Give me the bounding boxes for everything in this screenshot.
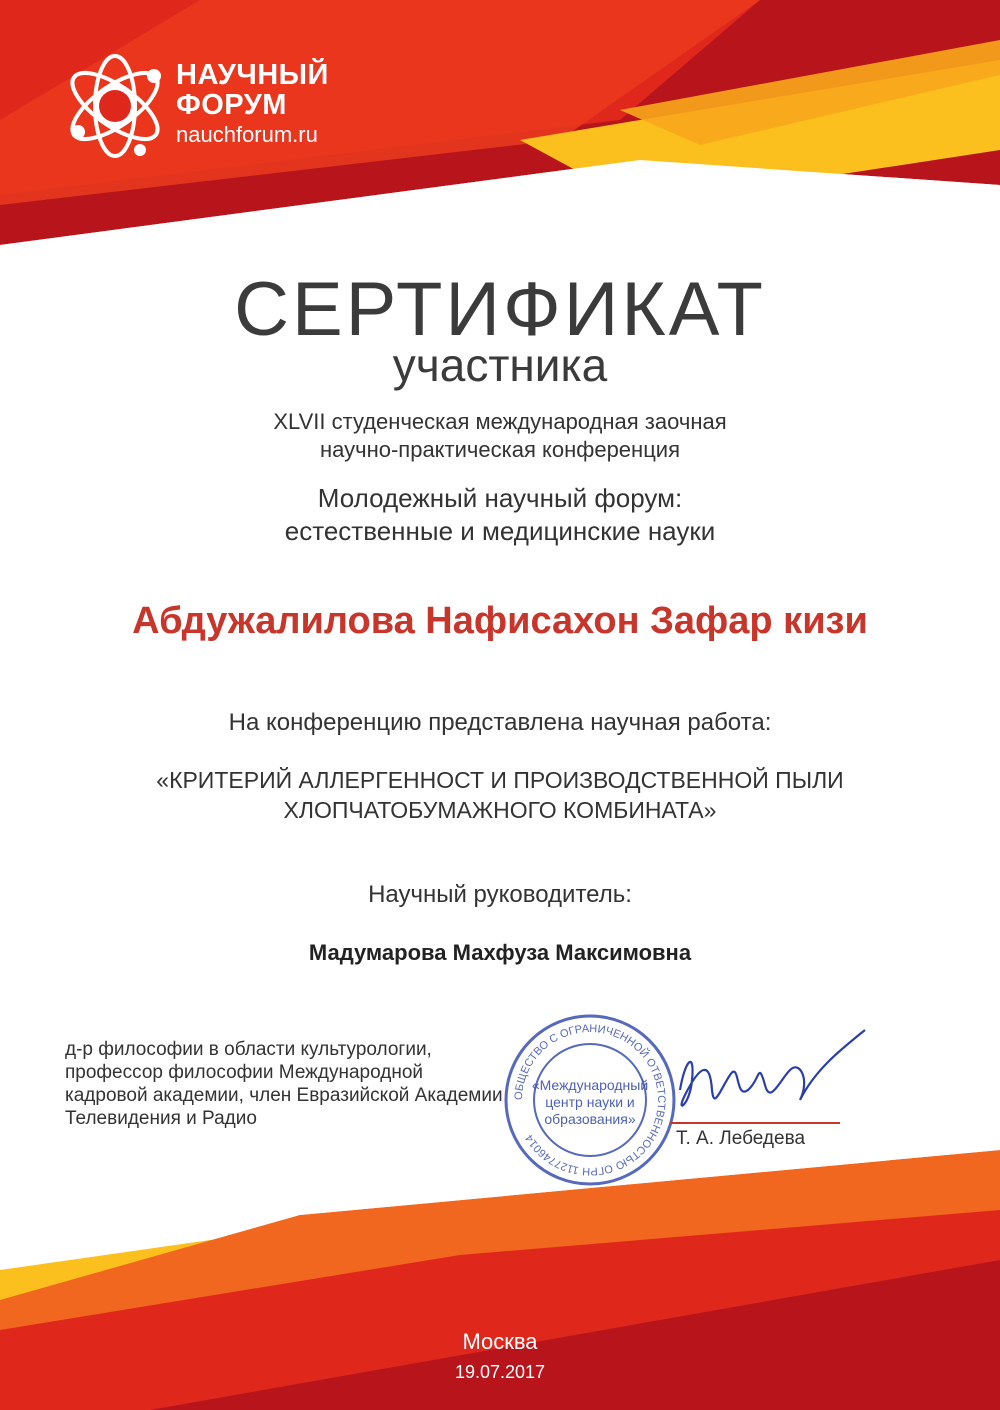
- signatory-description-line: д-р философии в области культурологии,: [65, 1039, 432, 1060]
- atom-logo-icon: [60, 48, 170, 163]
- conference-line-1: XLVII студенческая международная заочная: [273, 409, 727, 434]
- supervisor-name: Мадумарова Махфуза Максимовна: [308, 940, 692, 965]
- participant-name: Абдужалилова Нафисахон Зафар кизи: [132, 600, 868, 642]
- stamp-center-line-1: «Международный: [531, 1077, 649, 1093]
- certificate-subtitle: участника: [392, 339, 608, 391]
- footer-city: Москва: [462, 1329, 538, 1354]
- certificate-title: СЕРТИФИКАТ: [234, 267, 766, 352]
- work-title-line-1: «КРИТЕРИЙ АЛЛЕРГЕННОСТ И ПРОИЗВОДСТВЕННОЙ ПЫЛИ: [156, 767, 844, 793]
- signatory-description-line: профессор философии Международной: [65, 1062, 424, 1083]
- forum-line-1: Молодежный научный форум:: [317, 483, 683, 513]
- footer-date: 19.07.2017: [454, 1362, 546, 1382]
- signatory-description-line: Телевидения и Радио: [65, 1108, 257, 1129]
- signatory-description-line: кадровой академии, член Евразийской Академии: [65, 1085, 503, 1106]
- logo-title-line1: НАУЧНЫЙ: [176, 59, 329, 91]
- signatory-name: Т. А. Лебедева: [676, 1128, 806, 1149]
- work-intro: На конференцию представлена научная работа:: [228, 709, 772, 736]
- forum-line-2: естественные и медицинские науки: [284, 516, 716, 546]
- handwritten-signature: [640, 1020, 880, 1140]
- conference-line-2: научно-практическая конференция: [319, 437, 680, 462]
- supervisor-label: Научный руководитель:: [368, 881, 632, 908]
- stamp-center-line-2: центр науки и: [545, 1094, 635, 1110]
- stamp-center-line-3: образования»: [544, 1111, 636, 1127]
- work-title-line-2: ХЛОПЧАТОБУМАЖНОГО КОМБИНАТА»: [283, 797, 717, 823]
- logo-text: [176, 60, 329, 150]
- logo-title-line2: ФОРУМ: [176, 89, 287, 121]
- logo-url: nauchforum.ru: [176, 122, 318, 147]
- stamp-ring-text: ОБЩЕСТВО С ОГРАНИЧЕННОЙ ОТВЕТСТВЕННОСТЬЮ ОГРН 1127746014: [512, 1022, 668, 1178]
